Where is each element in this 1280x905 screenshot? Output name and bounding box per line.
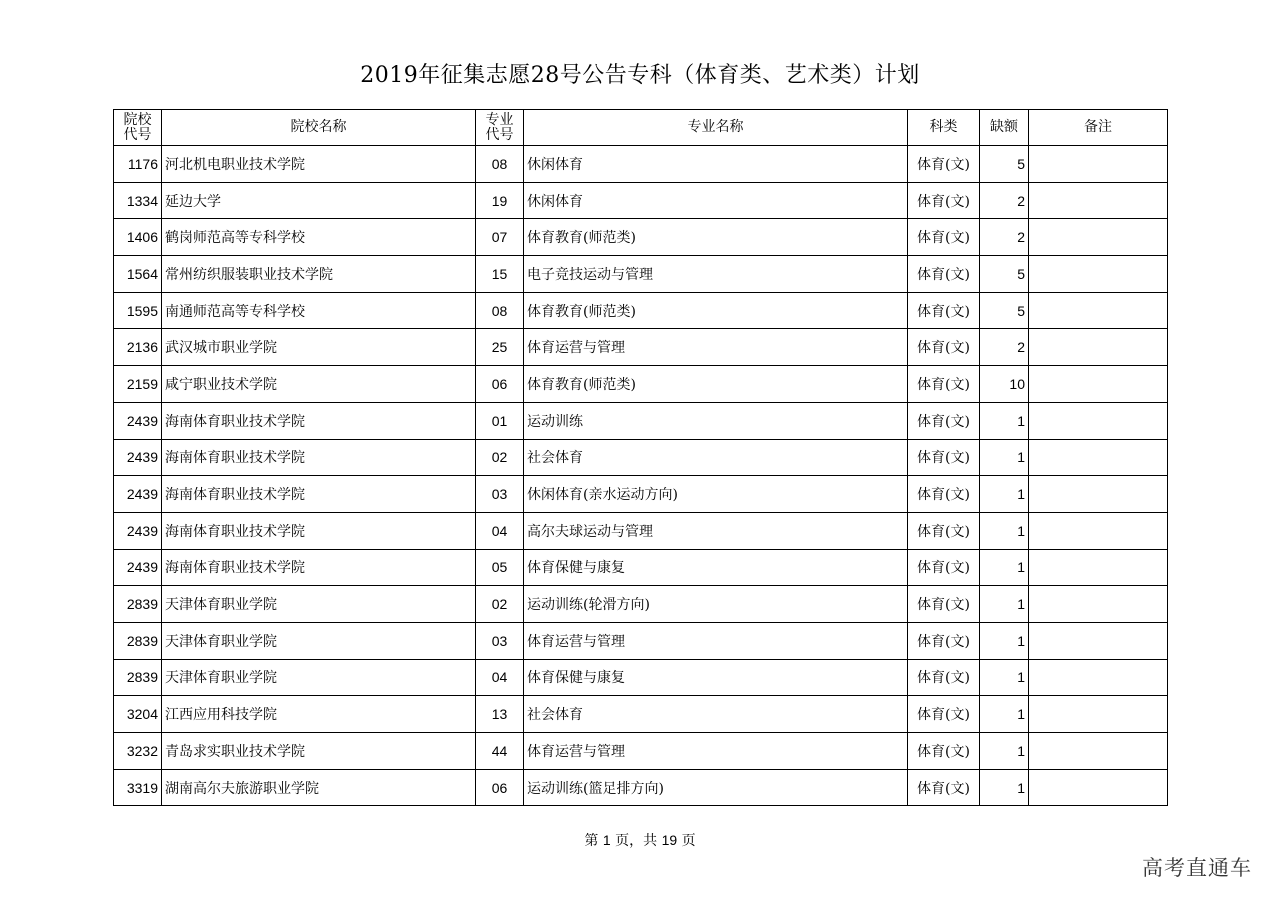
header-note: 备注 bbox=[1029, 110, 1168, 146]
cell-note bbox=[1029, 329, 1168, 366]
header-vacancy: 缺额 bbox=[980, 110, 1029, 146]
cell-category: 体育(文) bbox=[908, 402, 980, 439]
cell-major-code: 06 bbox=[476, 366, 524, 403]
cell-major-code: 19 bbox=[476, 182, 524, 219]
cell-school-name: 南通师范高等专科学校 bbox=[162, 292, 476, 329]
footer-suffix: 页 bbox=[681, 833, 696, 849]
cell-category: 体育(文) bbox=[908, 696, 980, 733]
table-row bbox=[114, 476, 1168, 513]
table-row bbox=[114, 256, 1168, 293]
header-major-code: 专业代号 bbox=[476, 110, 524, 146]
cell-school-name: 江西应用科技学院 bbox=[162, 696, 476, 733]
cell-school-code: 2839 bbox=[114, 622, 162, 659]
cell-vacancy: 1 bbox=[980, 439, 1029, 476]
cell-school-name: 海南体育职业技术学院 bbox=[162, 549, 476, 586]
table-row bbox=[114, 366, 1168, 403]
cell-category: 体育(文) bbox=[908, 549, 980, 586]
cell-major-name: 社会体育 bbox=[524, 439, 908, 476]
cell-major-code: 01 bbox=[476, 402, 524, 439]
cell-category: 体育(文) bbox=[908, 622, 980, 659]
cell-vacancy: 1 bbox=[980, 586, 1029, 623]
cell-note bbox=[1029, 146, 1168, 183]
cell-school-name: 湖南高尔夫旅游职业学院 bbox=[162, 769, 476, 806]
table-body bbox=[114, 146, 1168, 806]
header-major-name: 专业名称 bbox=[524, 110, 908, 146]
cell-note bbox=[1029, 586, 1168, 623]
table-row bbox=[114, 769, 1168, 806]
cell-vacancy: 1 bbox=[980, 733, 1029, 770]
cell-major-code: 08 bbox=[476, 146, 524, 183]
cell-school-name: 河北机电职业技术学院 bbox=[162, 146, 476, 183]
cell-major-code: 05 bbox=[476, 549, 524, 586]
cell-school-code: 2839 bbox=[114, 586, 162, 623]
cell-school-code: 2839 bbox=[114, 659, 162, 696]
cell-school-code: 2439 bbox=[114, 439, 162, 476]
footer-total-pages: 19 bbox=[661, 832, 678, 848]
cell-school-name: 海南体育职业技术学院 bbox=[162, 476, 476, 513]
cell-school-name: 常州纺织服装职业技术学院 bbox=[162, 256, 476, 293]
cell-vacancy: 1 bbox=[980, 549, 1029, 586]
cell-category: 体育(文) bbox=[908, 182, 980, 219]
table-row bbox=[114, 292, 1168, 329]
cell-major-code: 04 bbox=[476, 512, 524, 549]
cell-school-name: 青岛求实职业技术学院 bbox=[162, 733, 476, 770]
table-row bbox=[114, 439, 1168, 476]
cell-school-code: 3232 bbox=[114, 733, 162, 770]
table-row bbox=[114, 219, 1168, 256]
cell-major-code: 25 bbox=[476, 329, 524, 366]
cell-school-name: 天津体育职业学院 bbox=[162, 659, 476, 696]
cell-vacancy: 1 bbox=[980, 402, 1029, 439]
cell-major-code: 07 bbox=[476, 219, 524, 256]
cell-category: 体育(文) bbox=[908, 292, 980, 329]
cell-school-name: 天津体育职业学院 bbox=[162, 586, 476, 623]
cell-note bbox=[1029, 549, 1168, 586]
cell-category: 体育(文) bbox=[908, 733, 980, 770]
cell-major-name: 体育运营与管理 bbox=[524, 622, 908, 659]
cell-category: 体育(文) bbox=[908, 146, 980, 183]
cell-vacancy: 10 bbox=[980, 366, 1029, 403]
footer-prefix: 第 bbox=[584, 833, 599, 849]
cell-vacancy: 1 bbox=[980, 622, 1029, 659]
cell-major-code: 15 bbox=[476, 256, 524, 293]
cell-vacancy: 2 bbox=[980, 182, 1029, 219]
cell-note bbox=[1029, 439, 1168, 476]
cell-note bbox=[1029, 402, 1168, 439]
cell-school-name: 海南体育职业技术学院 bbox=[162, 512, 476, 549]
cell-note bbox=[1029, 512, 1168, 549]
cell-school-code: 1176 bbox=[114, 146, 162, 183]
cell-category: 体育(文) bbox=[908, 329, 980, 366]
cell-school-code: 1564 bbox=[114, 256, 162, 293]
cell-note bbox=[1029, 292, 1168, 329]
cell-note bbox=[1029, 622, 1168, 659]
cell-note bbox=[1029, 769, 1168, 806]
cell-school-code: 2439 bbox=[114, 402, 162, 439]
cell-category: 体育(文) bbox=[908, 586, 980, 623]
table-row bbox=[114, 329, 1168, 366]
cell-category: 体育(文) bbox=[908, 512, 980, 549]
cell-school-code: 3319 bbox=[114, 769, 162, 806]
cell-category: 体育(文) bbox=[908, 256, 980, 293]
cell-school-code: 2159 bbox=[114, 366, 162, 403]
cell-major-name: 运动训练 bbox=[524, 402, 908, 439]
cell-note bbox=[1029, 366, 1168, 403]
cell-category: 体育(文) bbox=[908, 439, 980, 476]
cell-note bbox=[1029, 659, 1168, 696]
table-header-row bbox=[114, 110, 1168, 146]
table-row bbox=[114, 696, 1168, 733]
cell-school-code: 1595 bbox=[114, 292, 162, 329]
cell-major-name: 体育运营与管理 bbox=[524, 329, 908, 366]
cell-major-name: 高尔夫球运动与管理 bbox=[524, 512, 908, 549]
cell-vacancy: 1 bbox=[980, 696, 1029, 733]
cell-major-name: 休闲体育(亲水运动方向) bbox=[524, 476, 908, 513]
document-title: 2019年征集志愿28号公告专科（体育类、艺术类）计划 bbox=[360, 63, 920, 88]
table-row bbox=[114, 586, 1168, 623]
cell-major-name: 社会体育 bbox=[524, 696, 908, 733]
cell-school-name: 海南体育职业技术学院 bbox=[162, 402, 476, 439]
cell-school-name: 鹤岗师范高等专科学校 bbox=[162, 219, 476, 256]
cell-school-code: 2439 bbox=[114, 476, 162, 513]
cell-vacancy: 1 bbox=[980, 769, 1029, 806]
cell-vacancy: 5 bbox=[980, 292, 1029, 329]
table-row bbox=[114, 146, 1168, 183]
cell-vacancy: 5 bbox=[980, 256, 1029, 293]
cell-category: 体育(文) bbox=[908, 476, 980, 513]
cell-vacancy: 2 bbox=[980, 329, 1029, 366]
cell-category: 体育(文) bbox=[908, 366, 980, 403]
cell-major-name: 运动训练(轮滑方向) bbox=[524, 586, 908, 623]
cell-school-code: 2439 bbox=[114, 549, 162, 586]
cell-major-name: 运动训练(篮足排方向) bbox=[524, 769, 908, 806]
cell-note bbox=[1029, 476, 1168, 513]
cell-school-name: 延边大学 bbox=[162, 182, 476, 219]
table-row bbox=[114, 659, 1168, 696]
cell-category: 体育(文) bbox=[908, 219, 980, 256]
cell-major-name: 体育教育(师范类) bbox=[524, 219, 908, 256]
cell-major-name: 体育运营与管理 bbox=[524, 733, 908, 770]
table-row bbox=[114, 512, 1168, 549]
cell-school-code: 2439 bbox=[114, 512, 162, 549]
footer-middle: 页，共 bbox=[615, 833, 658, 849]
cell-note bbox=[1029, 219, 1168, 256]
header-category: 科类 bbox=[908, 110, 980, 146]
cell-vacancy: 1 bbox=[980, 476, 1029, 513]
cell-major-code: 13 bbox=[476, 696, 524, 733]
cell-school-name: 武汉城市职业学院 bbox=[162, 329, 476, 366]
cell-vacancy: 1 bbox=[980, 512, 1029, 549]
cell-note bbox=[1029, 696, 1168, 733]
cell-school-name: 海南体育职业技术学院 bbox=[162, 439, 476, 476]
cell-school-code: 1406 bbox=[114, 219, 162, 256]
table-row bbox=[114, 549, 1168, 586]
cell-major-code: 03 bbox=[476, 476, 524, 513]
enrollment-plan-table bbox=[113, 109, 1168, 806]
table-row bbox=[114, 182, 1168, 219]
cell-category: 体育(文) bbox=[908, 659, 980, 696]
header-school-name: 院校名称 bbox=[162, 110, 476, 146]
cell-major-code: 08 bbox=[476, 292, 524, 329]
cell-major-code: 03 bbox=[476, 622, 524, 659]
cell-vacancy: 5 bbox=[980, 146, 1029, 183]
cell-note bbox=[1029, 733, 1168, 770]
cell-major-name: 休闲体育 bbox=[524, 182, 908, 219]
header-school-code: 院校代号 bbox=[114, 110, 162, 146]
cell-school-name: 天津体育职业学院 bbox=[162, 622, 476, 659]
cell-major-code: 06 bbox=[476, 769, 524, 806]
cell-major-name: 体育教育(师范类) bbox=[524, 292, 908, 329]
watermark-text: 高考直通车 bbox=[1142, 856, 1252, 880]
cell-major-name: 休闲体育 bbox=[524, 146, 908, 183]
table-row bbox=[114, 733, 1168, 770]
cell-major-code: 04 bbox=[476, 659, 524, 696]
table-row bbox=[114, 622, 1168, 659]
page-footer bbox=[0, 830, 1280, 850]
cell-school-code: 3204 bbox=[114, 696, 162, 733]
cell-major-code: 44 bbox=[476, 733, 524, 770]
cell-note bbox=[1029, 256, 1168, 293]
cell-major-name: 电子竞技运动与管理 bbox=[524, 256, 908, 293]
cell-school-code: 2136 bbox=[114, 329, 162, 366]
cell-school-name: 咸宁职业技术学院 bbox=[162, 366, 476, 403]
cell-major-code: 02 bbox=[476, 439, 524, 476]
cell-vacancy: 2 bbox=[980, 219, 1029, 256]
cell-school-code: 1334 bbox=[114, 182, 162, 219]
footer-current-page: 1 bbox=[602, 832, 611, 848]
cell-major-name: 体育保健与康复 bbox=[524, 659, 908, 696]
table-row bbox=[114, 402, 1168, 439]
cell-category: 体育(文) bbox=[908, 769, 980, 806]
cell-note bbox=[1029, 182, 1168, 219]
cell-major-name: 体育保健与康复 bbox=[524, 549, 908, 586]
cell-vacancy: 1 bbox=[980, 659, 1029, 696]
cell-major-code: 02 bbox=[476, 586, 524, 623]
cell-major-name: 体育教育(师范类) bbox=[524, 366, 908, 403]
